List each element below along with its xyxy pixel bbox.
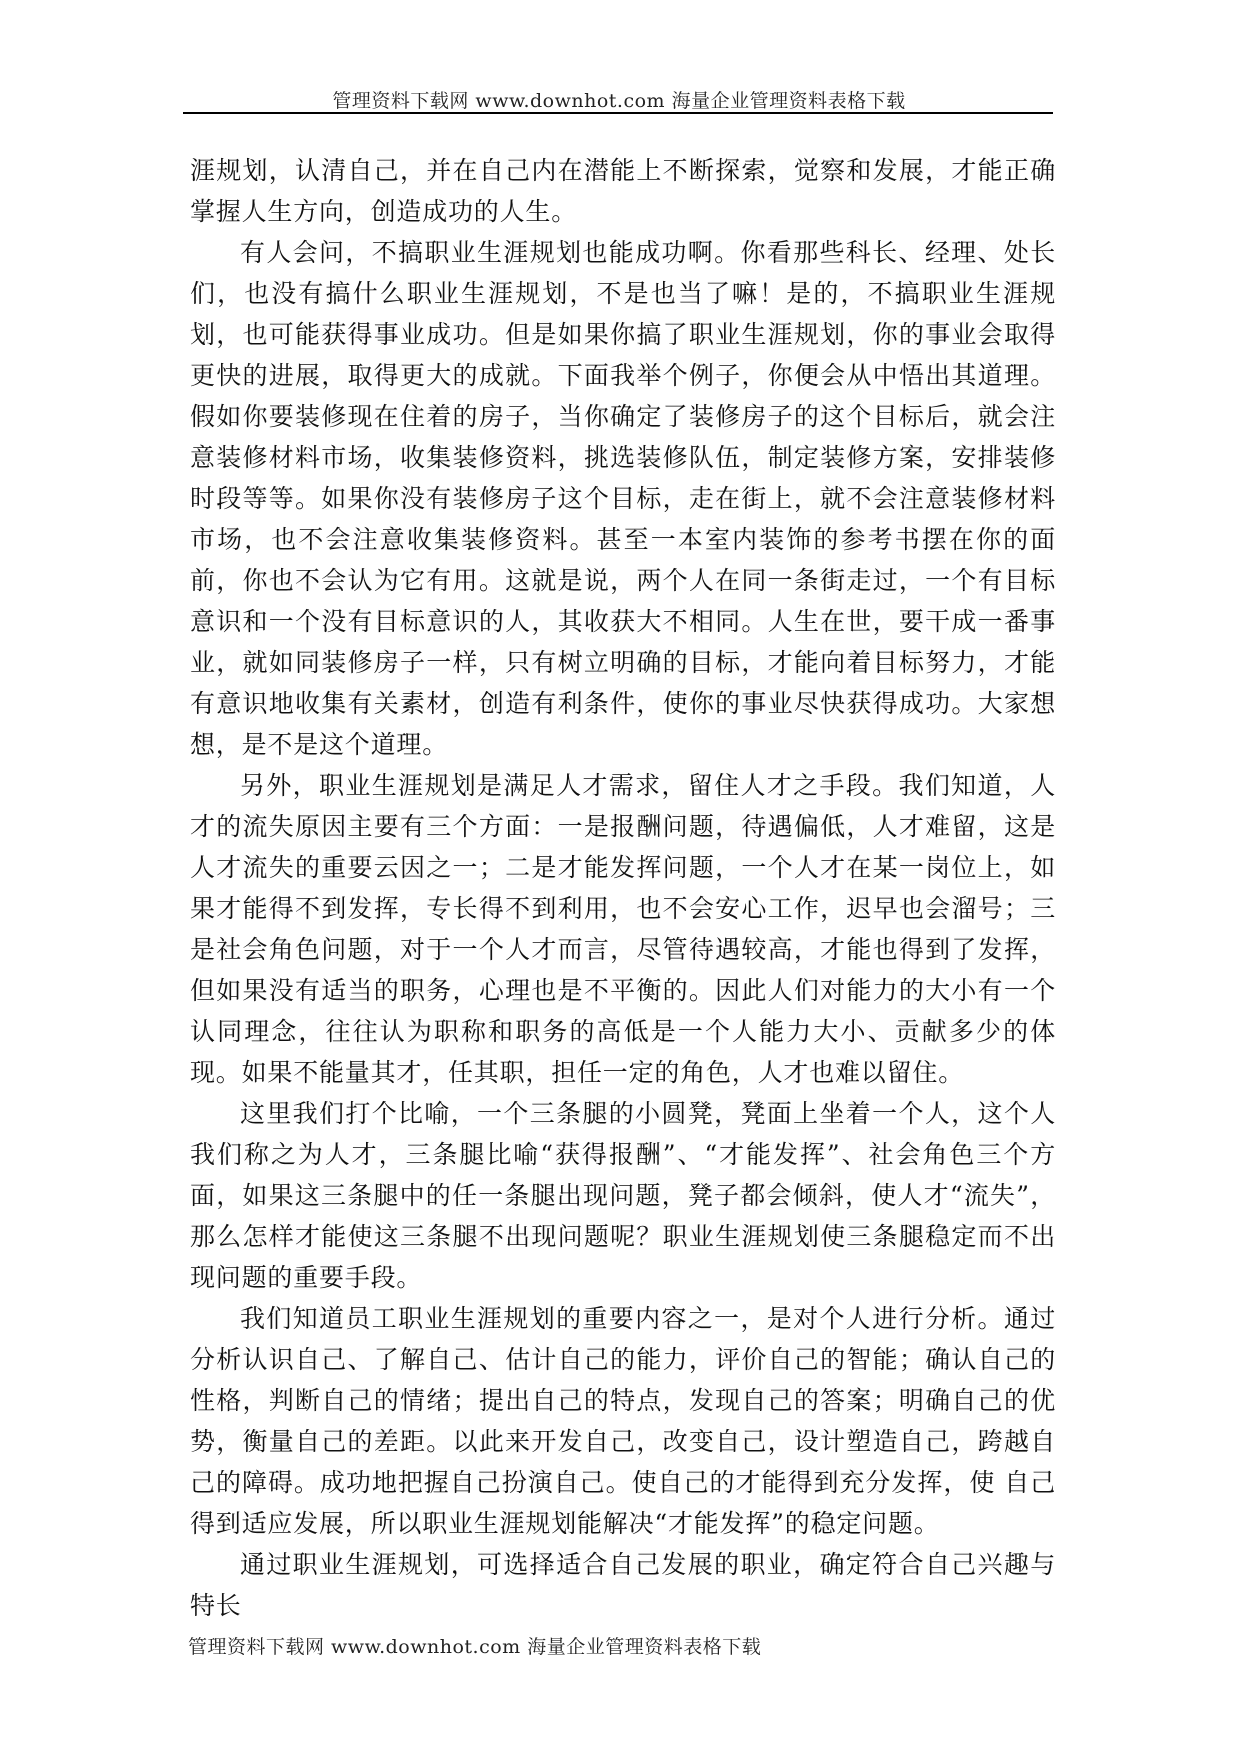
document-body — [190, 150, 1056, 1626]
paragraph-2: 有人会问，不搞职业生涯规划也能成功啊。你看那些科长、经理、处长们，也没有搞什么职业生涯规划，不是也当了嘛！是的，不搞职业生涯规划，也可能获得事业成功。但是如果你搞了职业生涯规划，你的事业会取得更快的进展，取得更大的成就。下面我举个例子，你便会从中悟出其道理。假如你要装修现在住着的房子，当你确定了装修房子的这个目标后，就会注意装修材料市场，收集装修资料，挑选装修队伍，制定装修方案，安排装修时段等等。如果你没有装修房子这个目标，走在街上，就不会注意装修材料市场，也不会注意收集装修资料。甚至一本室内装饰的参考书摆在你的面前，你也不会认为它有用。这就是说，两个人在同一条街走过，一个有目标意识和一个没有目标意识的人，其收获大不相同。人生在世，要干成一番事业，就如同装修房子一样，只有树立明确的目标，才能向着目标努力，才能有意识地收集有关素材，创造有利条件，使你的事业尽快获得成功。大家想想，是不是这个道理。 — [190, 238, 1056, 759]
header-divider — [183, 112, 1053, 114]
paragraph-6: 通过职业生涯规划，可选择适合自己发展的职业，确定符合自己兴趣与特长 — [190, 1550, 1056, 1620]
paragraph-4: 这里我们打个比喻，一个三条腿的小圆凳，凳面上坐着一个人，这个人我们称之为人才，三条腿比喻“获得报酬”、“才能发挥”、社会角色三个方面，如果这三条腿中的任一条腿出现问题，凳子都会倾斜，使人才“流失”，那么怎样才能使这三条腿不出现问题呢？职业生涯规划使三条腿稳定而不出现问题的重要手段。 — [190, 1099, 1056, 1292]
paragraph-3: 另外，职业生涯规划是满足人才需求，留住人才之手段。我们知道，人才的流失原因主要有三个方面：一是报酬问题，待遇偏低，人才难留，这是人才流失的重要云因之一；二是才能发挥问题，一个人才在某一岗位上，如果才能得不到发挥，专长得不到利用，也不会安心工作，迟早也会溜号；三是社会角色问题，对于一个人才而言，尽管待遇较高，才能也得到了发挥，但如果没有适当的职务，心理也是不平衡的。因此人们对能力的大小有一个认同理念，往往认为职称和职务的高低是一个人能力大小、贡献多少的体现。如果不能量其才，任其职，担任一定的角色，人才也难以留住。 — [190, 771, 1056, 1087]
paragraph-5: 我们知道员工职业生涯规划的重要内容之一，是对个人进行分析。通过分析认识自己、了解自己、估计自己的能力，评价自己的智能；确认自己的性格，判断自己的情绪；提出自己的特点，发现自己的答案；明确自己的优势，衡量自己的差距。以此来开发自己，改变自己，设计塑造自己，跨越自己的障碍。成功地把握自己扮演自己。使自己的才能得到充分发挥，使 自己得到适应发展，所以职业生涯规划能解决“才能发挥”的稳定问题。 — [190, 1304, 1056, 1538]
page-footer: 管理资料下载网 www.downhot.com 海量企业管理资料表格下载 — [188, 1636, 762, 1658]
paragraph-1: 涯规划，认清自己，并在自己内在潜能上不断探索，觉察和发展，才能正确掌握人生方向，创造成功的人生。 — [190, 156, 1056, 226]
page-header: 管理资料下载网 www.downhot.com 海量企业管理资料表格下载 — [332, 90, 906, 112]
